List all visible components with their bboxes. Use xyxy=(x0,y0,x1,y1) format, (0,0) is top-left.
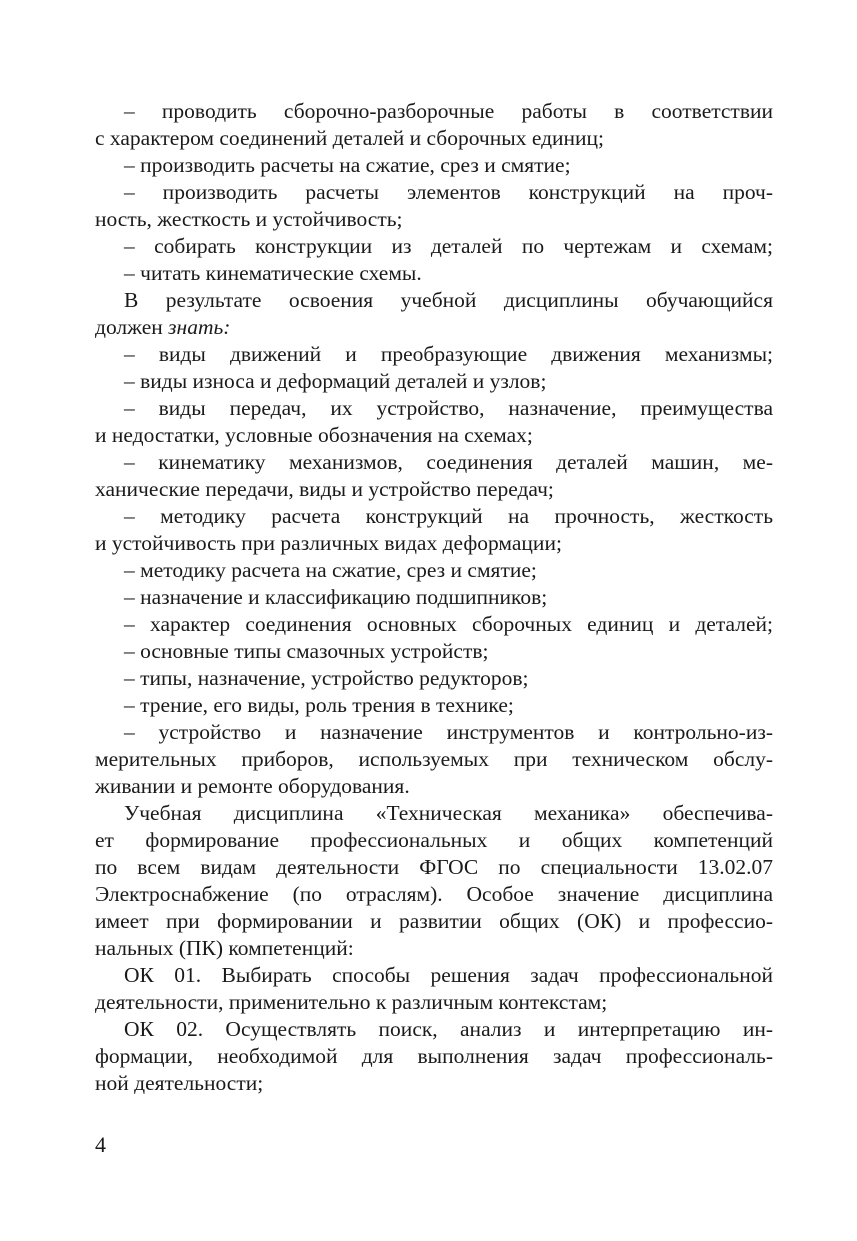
page-number: 4 xyxy=(95,1132,106,1157)
text-line: Электроснабжение (по отраслям). Особое значение дисциплина xyxy=(95,882,773,906)
text-line: нальных (ПК) компетенций: xyxy=(95,936,354,960)
text-line: – производить расчеты элементов конструкций на проч- xyxy=(124,180,773,204)
text-line: имеет при формировании и развитии общих (ОК) и профессио- xyxy=(95,909,773,933)
emphasis-text: знать: xyxy=(168,315,231,339)
text-line: и недостатки, условные обозначения на схемах; xyxy=(95,423,533,447)
text-line: и устойчивость при различных видах деформации; xyxy=(95,531,562,555)
text-line: – проводить сборочно-разборочные работы в соответствии xyxy=(124,99,773,123)
text-line: с характером соединений деталей и сборочных единиц; xyxy=(95,126,605,150)
text-line: – методику расчета на сжатие, срез и смятие; xyxy=(124,558,537,582)
text-line: мерительных приборов, используемых при техническом обслу- xyxy=(95,747,773,771)
text-line: – кинематику механизмов, соединения деталей машин, ме- xyxy=(124,450,773,474)
text-line: по всем видам деятельности ФГОС по специальности 13.02.07 xyxy=(95,855,773,879)
text-line: ет формирование профессиональных и общих компетенций xyxy=(95,828,773,852)
text-line: – собирать конструкции из деталей по чертежам и схемам; xyxy=(124,234,773,258)
text-line: – читать кинематические схемы. xyxy=(124,261,422,285)
text-line: В результате освоения учебной дисциплины обучающийся xyxy=(124,288,773,312)
text-line: – методику расчета конструкций на прочность, жесткость xyxy=(124,504,773,528)
text-line: – основные типы смазочных устройств; xyxy=(124,639,489,663)
text-line: ОК 02. Осуществлять поиск, анализ и интерпретацию ин- xyxy=(124,1017,773,1041)
text-line: ной деятельности; xyxy=(95,1071,264,1095)
text-line: – виды передач, их устройство, назначение, преимущества xyxy=(124,396,773,420)
page-body xyxy=(95,98,773,1097)
text-line: – производить расчеты на сжатие, срез и смятие; xyxy=(124,153,571,177)
text-line: – виды движений и преобразующие движения механизмы; xyxy=(124,342,773,366)
text-line: формации, необходимой для выполнения задач профессиональ- xyxy=(95,1044,773,1068)
text-line-plain: должен xyxy=(95,315,169,339)
text-line: Учебная дисциплина «Техническая механика» обеспечива- xyxy=(124,801,773,825)
text-line: – типы, назначение, устройство редукторов; xyxy=(124,666,529,690)
text-line: – трение, его виды, роль трения в технике; xyxy=(124,693,514,717)
text-line: – виды износа и деформаций деталей и узлов; xyxy=(124,369,547,393)
text-line: деятельности, применительно к различным контекстам; xyxy=(95,990,608,1014)
text-line: ность, жесткость и устойчивость; xyxy=(95,207,403,231)
text-line xyxy=(95,314,773,341)
text-line: живании и ремонте оборудования. xyxy=(95,774,410,798)
text-line: – устройство и назначение инструментов и контрольно-из- xyxy=(124,720,773,744)
text-line: ханические передачи, виды и устройство передач; xyxy=(95,477,554,501)
text-line: – характер соединения основных сборочных единиц и деталей; xyxy=(124,612,773,636)
text-line: ОК 01. Выбирать способы решения задач профессиональной xyxy=(124,963,773,987)
text-line: – назначение и классификацию подшипников; xyxy=(124,585,548,609)
